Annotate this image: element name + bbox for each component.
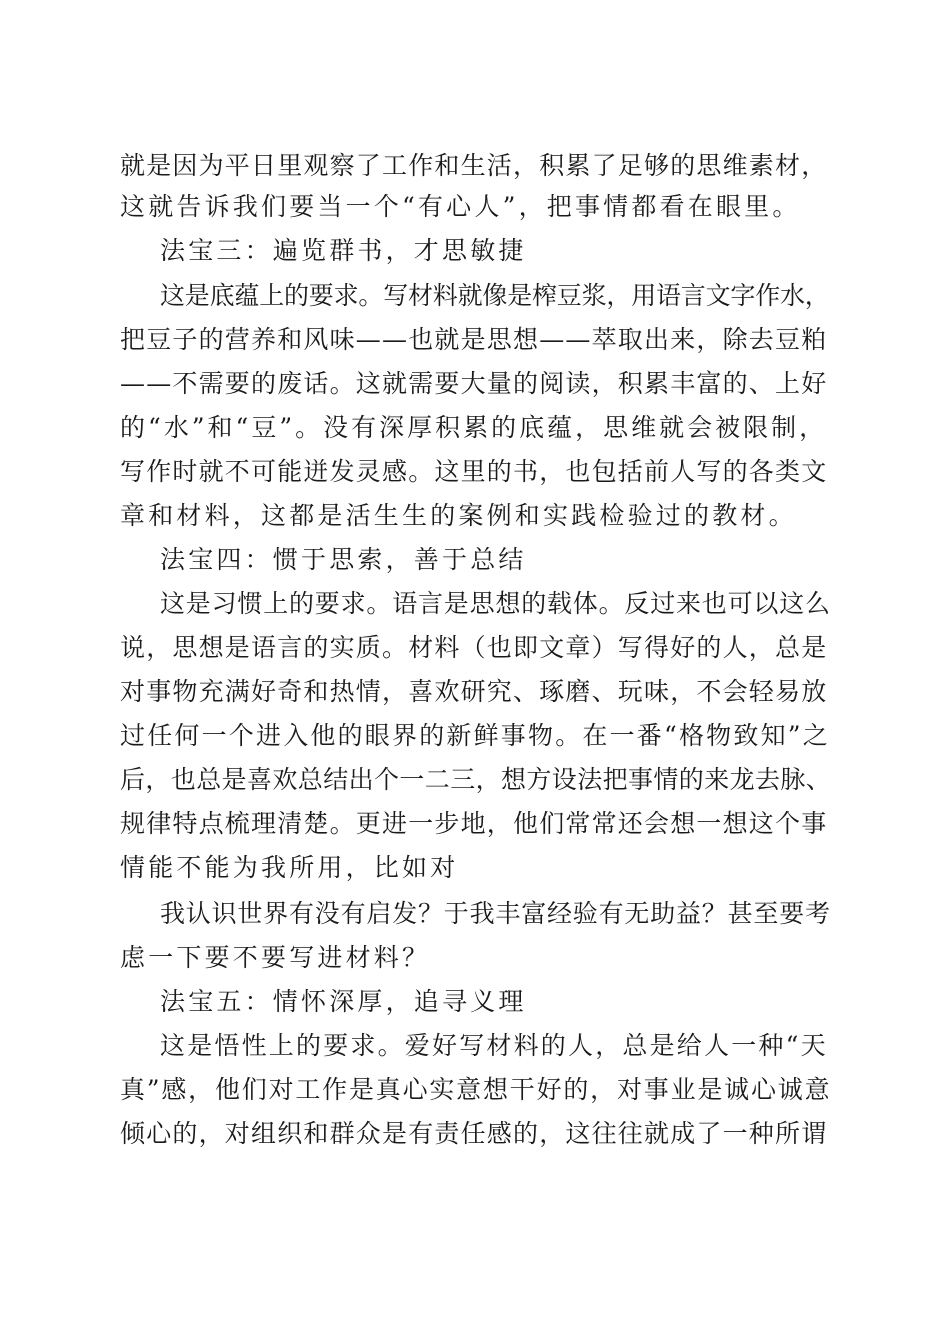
paragraph-line: ——不需要的废话。这就需要大量的阅读，积累丰富的、上好 xyxy=(120,369,828,398)
paragraph-line: 说，思想是语言的实质。材料（也即文章）写得好的人，总是 xyxy=(120,633,828,662)
paragraph-line: 对事物充满好奇和热情，喜欢研究、琢磨、玩味，不会轻易放 xyxy=(120,677,828,706)
paragraph-line: 情能不能为我所用，比如对 xyxy=(120,853,459,882)
paragraph-line: 虑一下要不要写进材料？ xyxy=(120,943,431,972)
paragraph-line: 这就告诉我们要当一个“有心人”，把事情都看在眼里。 xyxy=(120,192,801,221)
section-heading-5: 法宝五：情怀深厚，追寻义理 xyxy=(160,987,527,1016)
paragraph-line: 后，也总是喜欢总结出个一二三，想方设法把事情的来龙去脉、 xyxy=(120,765,832,794)
section-heading-3: 法宝三：遍览群书，才思敏捷 xyxy=(160,236,527,265)
paragraph-line: 倾心的，对组织和群众是有责任感的，这往往就成了一种所谓 xyxy=(120,1119,828,1148)
paragraph-line: 过任何一个进入他的眼界的新鲜事物。在一番“格物致知”之 xyxy=(120,721,830,750)
paragraph-line: 这是悟性上的要求。爱好写材料的人，总是给人一种“天 xyxy=(160,1031,828,1060)
paragraph-line: 这是底蕴上的要求。写材料就像是榨豆浆，用语言文字作水， xyxy=(160,281,830,310)
section-heading-4: 法宝四：惯于思索，善于总结 xyxy=(160,545,527,574)
paragraph-line: 我认识世界有没有启发？于我丰富经验有无助益？甚至要考 xyxy=(160,899,831,928)
paragraph-line: 规律特点梳理清楚。更进一步地，他们常常还会想一想这个事 xyxy=(120,809,828,838)
paragraph-line: 真”感，他们对工作是真心实意想干好的，对事业是诚心诚意 xyxy=(120,1075,832,1104)
paragraph-line: 的“水”和“豆”。没有深厚积累的底蕴，思维就会被限制， xyxy=(120,413,828,442)
paragraph-line: 就是因为平日里观察了工作和生活，积累了足够的思维素材， xyxy=(120,151,828,180)
paragraph-line: 写作时就不可能迸发灵感。这里的书，也包括前人写的各类文 xyxy=(120,457,828,486)
paragraph-line: 把豆子的营养和风味——也就是思想——萃取出来，除去豆粕 xyxy=(120,325,828,354)
paragraph-line: 这是习惯上的要求。语言是思想的载体。反过来也可以这么 xyxy=(160,589,831,618)
paragraph-line: 章和材料，这都是活生生的案例和实践检验过的教材。 xyxy=(120,501,797,530)
